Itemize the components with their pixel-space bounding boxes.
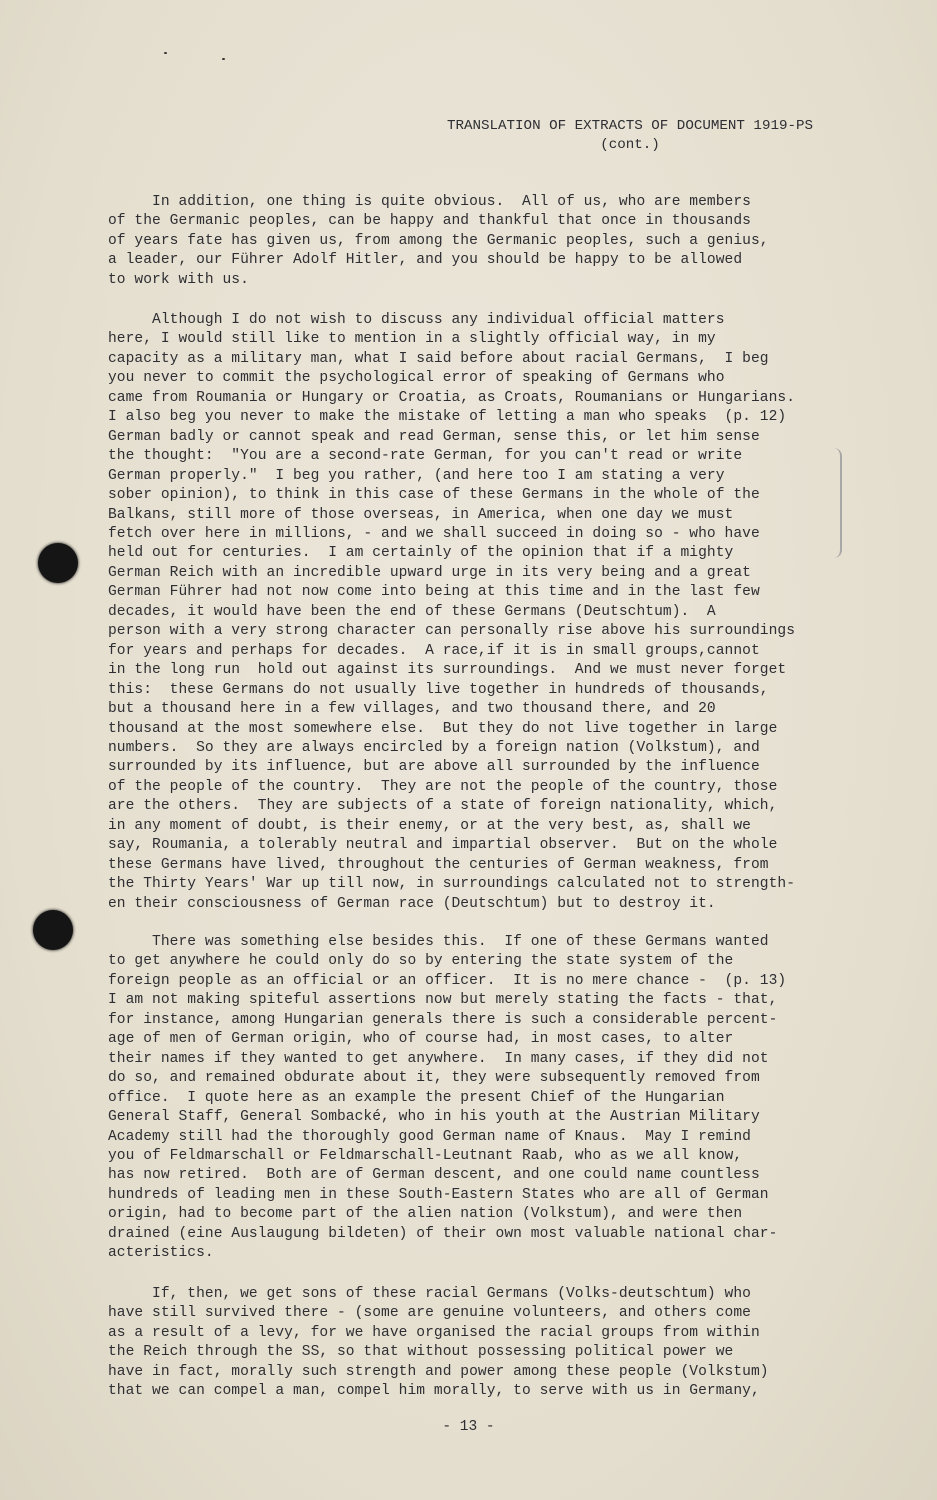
paragraph-2: Although I do not wish to discuss any individual official matters here, I would still like to mention in a slightly official way, in my capacity as a military man, what I said before about racial Germans, I beg you never to commit the psychological error of speaking of Germans who came from Roumania or Hungary or Croatia, as Croats, Roumanians or Hungarians. I also beg you never to make the mistake of letting a man who speaks (p. 12) German badly or cannot speak and read German, sense this, or let him sense the thought: "You are a second-rate German, for you can't read or write German properly." I beg you rather, (and here too I am stating a very sober opinion), to think in this case of these Germans in the whole of the Balkans, still more of those overseas, in America, when one day we must fetch over here in millions, - and we shall succeed in doing so - who have held out for centuries. I am certainly of the opinion that if a mighty German Reich with an incredible upward urge in its very being and a great German Führer had not now come into being at this time and in the last few decades, it would have been the end of these Germans (Deutschtum). A person with a very strong character can personally rise above his surroundings for years and perhaps for decades. A race,if it is in small groups,cannot in the long run hold out against its surroundings. And we must never forget this: these Germans do not usually live together in hundreds of thousands, but a thousand here in a few villages, and two thousand there, and 20 thousand at the most somewhere else. But they do not live together in large numbers. So they are always encircled by a foreign nation (Volkstum), and surrounded by its influence, but are above all surrounded by the influence of the people of the country. They are not the people of the country, those are the others. They are subjects of a state of foreign nationality, which, in any moment of doubt, is their enemy, or at the very best, as, shall we say, Roumania, a tolerably neutral and impartial observer. But on the whole these Germans have lived, throughout the centuries of German weakness, from the Thirty Years' War up till now, in surroundings calculated not to strength- en their consciousness of German race (Deutschtum) but to destroy it. bbox=[108, 312, 795, 912]
ink-speck bbox=[164, 52, 167, 54]
document-subtitle: (cont.) bbox=[600, 137, 660, 153]
paragraph-3: There was something else besides this. If one of these Germans wanted to get anywhere he could only do so by entering the state system of the foreign people as an official or an officer. It is no mere chance - (p. 13) I am not making spiteful assertions now but merely stating the facts - that, for instance, among Hungarian generals there is such a considerable percent- age of men of German origin, who of course had, in most cases, to alter their names if they wanted to get anywhere. In many cases, if they did not do so, and remained obdurate about it, they were subsequently removed from office. I quote here as an example the present Chief of the Hungarian General Staff, General Sombacké, who in his youth at the Austrian Military Academy still had the thoroughly good German name of Knaus. May I remind you of Feldmarschall or Feldmarschall-Leutnant Raab, who as we all know, has now retired. Both are of German descent, and one could name countless hundreds of leading men in these South-Eastern States who are all of German origin, had to become part of the alien nation (Volkstum), and were then drained (eine Auslaugung bildeten) of their own most valuable national char- acteristics. bbox=[108, 934, 787, 1262]
ink-speck bbox=[222, 58, 225, 60]
paragraph-4: If, then, we get sons of these racial Germans (Volks-deutschtum) who have still survived there - (some are genuine volunteers, and others come as a result of a levy, for we have organised the racial groups from within the Reich through the SS, so that without possessing political power we have in fact, morally such strength and power among these people (Volkstum) that we can compel a man, compel him morally, to serve with us in Germany, bbox=[108, 1286, 769, 1400]
document-title: TRANSLATION OF EXTRACTS OF DOCUMENT 1919-PS bbox=[446, 118, 814, 134]
document-header bbox=[380, 117, 880, 155]
punch-hole bbox=[33, 910, 73, 950]
page-number: - 13 - bbox=[442, 1419, 495, 1435]
paragraph-1: In addition, one thing is quite obvious. All of us, who are members of the Germanic peoples, can be happy and thankful that once in thousands of years fate has given us, from among the Germanic peoples, such a genius, a leader, our Führer Adolf Hitler, and you should be happy to be allowed to work with us. bbox=[108, 194, 769, 288]
punch-hole bbox=[38, 543, 78, 583]
